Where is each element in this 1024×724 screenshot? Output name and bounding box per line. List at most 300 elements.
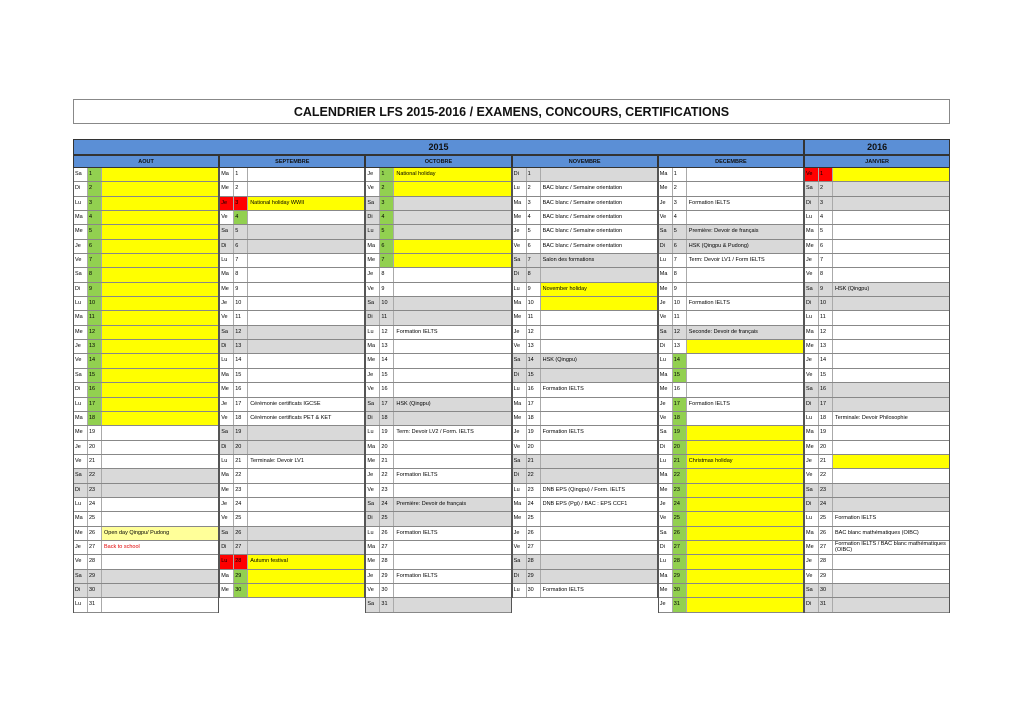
day-row[interactable] xyxy=(220,225,364,239)
day-row[interactable] xyxy=(220,354,364,368)
event-cell[interactable] xyxy=(394,369,510,382)
event-cell[interactable]: BAC blanc / Semaine orientation xyxy=(542,242,623,249)
day-row[interactable] xyxy=(220,527,364,541)
event-cell[interactable] xyxy=(541,311,657,324)
event-cell[interactable] xyxy=(102,268,218,281)
event-cell[interactable] xyxy=(248,225,364,238)
day-row[interactable] xyxy=(805,311,949,325)
event-cell[interactable] xyxy=(394,254,510,267)
event-cell[interactable] xyxy=(687,541,803,554)
day-row[interactable] xyxy=(805,469,949,483)
event-cell[interactable] xyxy=(541,555,657,568)
day-row[interactable] xyxy=(513,584,657,598)
day-row[interactable] xyxy=(513,369,657,383)
day-row[interactable] xyxy=(366,297,510,311)
event-cell[interactable] xyxy=(248,584,364,597)
day-row[interactable] xyxy=(74,527,218,541)
day-row[interactable] xyxy=(366,541,510,555)
day-row[interactable] xyxy=(659,297,803,311)
event-cell[interactable] xyxy=(833,168,949,181)
day-row[interactable] xyxy=(805,240,949,254)
day-row[interactable] xyxy=(366,254,510,268)
day-row[interactable] xyxy=(805,268,949,282)
day-row[interactable] xyxy=(366,182,510,196)
event-cell[interactable]: HSK (Qingpu) xyxy=(835,285,870,292)
day-row[interactable] xyxy=(74,398,218,412)
day-row[interactable] xyxy=(805,555,949,569)
event-cell[interactable]: Terminale: Devoir LV1 xyxy=(250,457,304,464)
event-cell[interactable] xyxy=(541,268,657,281)
event-cell[interactable] xyxy=(102,570,218,583)
day-row[interactable] xyxy=(366,598,510,612)
event-cell[interactable]: Seconde: Devoir de français xyxy=(688,328,758,335)
event-cell[interactable] xyxy=(541,527,657,540)
day-row[interactable] xyxy=(805,383,949,397)
day-row[interactable] xyxy=(74,484,218,498)
event-cell[interactable] xyxy=(248,340,364,353)
day-row[interactable] xyxy=(220,369,364,383)
event-cell[interactable] xyxy=(102,340,218,353)
event-cell[interactable] xyxy=(102,168,218,181)
event-cell[interactable] xyxy=(687,340,803,353)
event-cell[interactable]: HSK (Qingpu) xyxy=(542,357,577,364)
day-row[interactable] xyxy=(74,168,218,182)
event-cell[interactable] xyxy=(248,283,364,296)
day-row[interactable] xyxy=(805,398,949,412)
event-cell[interactable] xyxy=(833,598,949,611)
day-row[interactable] xyxy=(74,326,218,340)
day-row[interactable] xyxy=(659,512,803,526)
day-row[interactable] xyxy=(805,455,949,469)
day-row[interactable] xyxy=(74,211,218,225)
event-cell[interactable] xyxy=(687,354,803,367)
event-cell[interactable] xyxy=(541,512,657,525)
event-cell[interactable] xyxy=(687,283,803,296)
day-row[interactable] xyxy=(220,498,364,512)
event-cell[interactable]: National holiday WWII xyxy=(248,197,364,210)
event-cell[interactable] xyxy=(833,340,949,353)
event-cell[interactable] xyxy=(102,469,218,482)
day-row[interactable] xyxy=(513,340,657,354)
day-row[interactable] xyxy=(659,527,803,541)
event-cell[interactable] xyxy=(833,311,949,324)
day-row[interactable] xyxy=(805,354,949,368)
event-cell[interactable]: Première: Devoir de français xyxy=(396,500,467,507)
day-row[interactable] xyxy=(220,555,364,569)
event-cell[interactable]: Formation IELTS xyxy=(688,300,730,307)
event-cell[interactable] xyxy=(102,426,218,439)
day-row[interactable] xyxy=(74,268,218,282)
event-cell[interactable] xyxy=(248,570,364,583)
day-row[interactable] xyxy=(74,598,218,612)
event-cell[interactable]: Terminale: Devoir Philosophie xyxy=(835,414,908,421)
day-row[interactable] xyxy=(659,398,803,412)
event-cell[interactable] xyxy=(102,383,218,396)
event-cell[interactable] xyxy=(394,225,510,238)
event-cell[interactable] xyxy=(687,211,803,224)
day-row[interactable] xyxy=(74,426,218,440)
day-row[interactable] xyxy=(220,484,364,498)
event-cell[interactable] xyxy=(394,354,510,367)
event-cell[interactable]: Open day Qingpu/ Pudong xyxy=(102,527,218,540)
day-row[interactable] xyxy=(659,426,803,440)
day-row[interactable] xyxy=(366,326,510,340)
day-row[interactable] xyxy=(74,441,218,455)
event-cell[interactable] xyxy=(833,369,949,382)
event-cell[interactable] xyxy=(102,412,218,425)
event-cell[interactable] xyxy=(687,168,803,181)
event-cell[interactable] xyxy=(248,311,364,324)
event-cell[interactable] xyxy=(394,283,510,296)
day-row[interactable] xyxy=(513,211,657,225)
event-cell[interactable]: DNB EPS (Pgi) / BAC : EPS CCF1 xyxy=(542,500,628,507)
day-row[interactable] xyxy=(805,570,949,584)
day-row[interactable] xyxy=(366,168,510,182)
event-cell[interactable]: Cérémonie certificats PET & KET xyxy=(250,414,332,421)
day-row[interactable] xyxy=(513,182,657,196)
day-row[interactable] xyxy=(805,412,949,426)
day-row[interactable] xyxy=(513,469,657,483)
event-cell[interactable]: HSK (Qingpu) xyxy=(396,400,431,407)
event-cell[interactable] xyxy=(687,512,803,525)
event-cell[interactable] xyxy=(102,398,218,411)
event-cell[interactable]: Première: Devoir de français xyxy=(688,228,759,235)
event-cell[interactable] xyxy=(833,398,949,411)
event-cell[interactable] xyxy=(394,297,510,310)
event-cell[interactable] xyxy=(687,441,803,454)
day-row[interactable] xyxy=(74,383,218,397)
day-row[interactable] xyxy=(74,512,218,526)
event-cell[interactable] xyxy=(833,254,949,267)
day-row[interactable] xyxy=(366,225,510,239)
day-row[interactable] xyxy=(366,426,510,440)
event-cell[interactable] xyxy=(833,498,949,511)
event-cell[interactable]: Formation IELTS / BAC blanc mathématiques (OIBC) xyxy=(835,540,946,554)
day-row[interactable] xyxy=(220,297,364,311)
day-row[interactable] xyxy=(220,268,364,282)
event-cell[interactable]: Formation IELTS xyxy=(396,328,438,335)
day-row[interactable] xyxy=(513,254,657,268)
day-row[interactable] xyxy=(366,354,510,368)
day-row[interactable] xyxy=(513,240,657,254)
event-cell[interactable] xyxy=(833,484,949,497)
event-cell[interactable] xyxy=(833,197,949,210)
event-cell[interactable] xyxy=(833,240,949,253)
event-cell[interactable] xyxy=(394,182,510,195)
day-row[interactable] xyxy=(513,412,657,426)
day-row[interactable] xyxy=(366,340,510,354)
day-row[interactable] xyxy=(659,484,803,498)
day-row[interactable] xyxy=(220,383,364,397)
day-row[interactable] xyxy=(513,570,657,584)
day-row[interactable] xyxy=(366,398,510,412)
event-cell[interactable]: Autumn festival xyxy=(248,555,364,568)
day-row[interactable] xyxy=(513,297,657,311)
day-row[interactable] xyxy=(74,354,218,368)
event-cell[interactable] xyxy=(102,326,218,339)
event-cell[interactable] xyxy=(394,197,510,210)
day-row[interactable] xyxy=(366,369,510,383)
day-row[interactable] xyxy=(220,426,364,440)
day-row[interactable] xyxy=(74,541,218,555)
event-cell[interactable] xyxy=(102,182,218,195)
event-cell[interactable] xyxy=(248,326,364,339)
event-cell[interactable] xyxy=(102,254,218,267)
day-row[interactable] xyxy=(74,570,218,584)
day-row[interactable] xyxy=(805,297,949,311)
day-row[interactable] xyxy=(805,254,949,268)
event-cell[interactable] xyxy=(541,369,657,382)
event-cell[interactable] xyxy=(687,383,803,396)
event-cell[interactable]: Term: Devoir LV2 / Form. IELTS xyxy=(396,429,474,436)
event-cell[interactable] xyxy=(687,412,803,425)
event-cell[interactable]: Formation IELTS xyxy=(688,199,730,206)
event-cell[interactable] xyxy=(102,498,218,511)
day-row[interactable] xyxy=(366,441,510,455)
event-cell[interactable] xyxy=(102,197,218,210)
day-row[interactable] xyxy=(366,240,510,254)
event-cell[interactable] xyxy=(248,254,364,267)
event-cell[interactable] xyxy=(394,541,510,554)
event-cell[interactable] xyxy=(248,512,364,525)
event-cell[interactable] xyxy=(394,512,510,525)
event-cell[interactable] xyxy=(248,354,364,367)
event-cell[interactable] xyxy=(687,369,803,382)
event-cell[interactable] xyxy=(248,469,364,482)
event-cell[interactable] xyxy=(541,398,657,411)
event-cell[interactable] xyxy=(687,268,803,281)
day-row[interactable] xyxy=(659,354,803,368)
day-row[interactable] xyxy=(366,383,510,397)
day-row[interactable] xyxy=(513,512,657,526)
event-cell[interactable] xyxy=(248,268,364,281)
event-cell[interactable] xyxy=(394,441,510,454)
day-row[interactable] xyxy=(805,369,949,383)
day-row[interactable] xyxy=(366,412,510,426)
day-row[interactable] xyxy=(220,412,364,426)
day-row[interactable] xyxy=(366,283,510,297)
day-row[interactable] xyxy=(659,441,803,455)
day-row[interactable] xyxy=(805,512,949,526)
day-row[interactable] xyxy=(805,426,949,440)
event-cell[interactable] xyxy=(833,383,949,396)
event-cell[interactable]: Cérémonie certificats IGCSE xyxy=(250,400,321,407)
event-cell[interactable]: Formation IELTS xyxy=(396,472,438,479)
event-cell[interactable]: National holiday xyxy=(394,168,510,181)
event-cell[interactable] xyxy=(102,354,218,367)
event-cell[interactable]: DNB EPS (Qingpu) / Form. IELTS xyxy=(542,486,626,493)
day-row[interactable] xyxy=(366,268,510,282)
day-row[interactable] xyxy=(366,469,510,483)
event-cell[interactable] xyxy=(687,555,803,568)
day-row[interactable] xyxy=(220,512,364,526)
event-cell[interactable] xyxy=(833,441,949,454)
day-row[interactable] xyxy=(366,498,510,512)
day-row[interactable] xyxy=(805,584,949,598)
event-cell[interactable] xyxy=(833,211,949,224)
event-cell[interactable]: Formation IELTS xyxy=(396,572,438,579)
day-row[interactable] xyxy=(513,541,657,555)
event-cell[interactable] xyxy=(248,211,364,224)
event-cell[interactable]: HSK (Qingpu & Pudong) xyxy=(688,242,749,249)
day-row[interactable] xyxy=(220,240,364,254)
day-row[interactable] xyxy=(659,598,803,612)
event-cell[interactable] xyxy=(248,182,364,195)
day-row[interactable] xyxy=(74,340,218,354)
event-cell[interactable]: BAC blanc / Semaine orientation xyxy=(542,214,623,221)
day-row[interactable] xyxy=(74,555,218,569)
day-row[interactable] xyxy=(805,211,949,225)
event-cell[interactable]: Salon des formations xyxy=(542,257,595,264)
event-cell[interactable]: Formation IELTS xyxy=(542,386,584,393)
day-row[interactable] xyxy=(659,469,803,483)
event-cell[interactable] xyxy=(833,426,949,439)
day-row[interactable] xyxy=(74,197,218,211)
event-cell[interactable] xyxy=(248,441,364,454)
day-row[interactable] xyxy=(659,340,803,354)
day-row[interactable] xyxy=(805,541,949,555)
event-cell[interactable]: Formation IELTS xyxy=(835,515,877,522)
day-row[interactable] xyxy=(659,498,803,512)
event-cell[interactable] xyxy=(102,512,218,525)
event-cell[interactable] xyxy=(102,584,218,597)
day-row[interactable] xyxy=(805,225,949,239)
event-cell[interactable] xyxy=(541,412,657,425)
event-cell[interactable] xyxy=(248,369,364,382)
day-row[interactable] xyxy=(366,197,510,211)
day-row[interactable] xyxy=(513,326,657,340)
day-row[interactable] xyxy=(220,541,364,555)
event-cell[interactable] xyxy=(394,340,510,353)
day-row[interactable] xyxy=(366,584,510,598)
day-row[interactable] xyxy=(74,498,218,512)
event-cell[interactable] xyxy=(833,326,949,339)
event-cell[interactable] xyxy=(833,297,949,310)
event-cell[interactable] xyxy=(833,555,949,568)
day-row[interactable] xyxy=(659,283,803,297)
day-row[interactable] xyxy=(220,455,364,469)
event-cell[interactable] xyxy=(541,340,657,353)
day-row[interactable] xyxy=(220,340,364,354)
day-row[interactable] xyxy=(659,168,803,182)
day-row[interactable] xyxy=(220,182,364,196)
event-cell[interactable]: BAC blanc / Semaine orientation xyxy=(542,228,623,235)
event-cell[interactable] xyxy=(248,240,364,253)
event-cell[interactable]: November holiday xyxy=(541,283,657,296)
day-row[interactable] xyxy=(513,398,657,412)
event-cell[interactable] xyxy=(541,469,657,482)
event-cell[interactable] xyxy=(394,211,510,224)
day-row[interactable] xyxy=(805,326,949,340)
event-cell[interactable] xyxy=(248,498,364,511)
day-row[interactable] xyxy=(805,498,949,512)
day-row[interactable] xyxy=(659,240,803,254)
day-row[interactable] xyxy=(74,297,218,311)
event-cell[interactable] xyxy=(102,369,218,382)
day-row[interactable] xyxy=(366,527,510,541)
day-row[interactable] xyxy=(659,455,803,469)
day-row[interactable] xyxy=(220,570,364,584)
day-row[interactable] xyxy=(513,311,657,325)
day-row[interactable] xyxy=(805,182,949,196)
event-cell[interactable] xyxy=(687,469,803,482)
event-cell[interactable] xyxy=(248,527,364,540)
day-row[interactable] xyxy=(659,555,803,569)
event-cell[interactable] xyxy=(687,598,803,611)
day-row[interactable] xyxy=(513,455,657,469)
day-row[interactable] xyxy=(805,441,949,455)
event-cell[interactable] xyxy=(833,182,949,195)
day-row[interactable] xyxy=(74,369,218,383)
event-cell[interactable] xyxy=(102,297,218,310)
day-row[interactable] xyxy=(220,254,364,268)
day-row[interactable] xyxy=(74,182,218,196)
day-row[interactable] xyxy=(805,197,949,211)
event-cell[interactable] xyxy=(687,584,803,597)
event-cell[interactable] xyxy=(833,455,949,468)
day-row[interactable] xyxy=(659,254,803,268)
day-row[interactable] xyxy=(220,283,364,297)
event-cell[interactable] xyxy=(833,268,949,281)
event-cell[interactable] xyxy=(102,555,218,568)
day-row[interactable] xyxy=(805,598,949,612)
day-row[interactable] xyxy=(366,311,510,325)
day-row[interactable] xyxy=(513,225,657,239)
day-row[interactable] xyxy=(513,484,657,498)
event-cell[interactable] xyxy=(687,570,803,583)
event-cell[interactable] xyxy=(687,182,803,195)
event-cell[interactable] xyxy=(102,225,218,238)
event-cell[interactable] xyxy=(394,455,510,468)
event-cell[interactable] xyxy=(102,598,218,611)
day-row[interactable] xyxy=(513,268,657,282)
day-row[interactable] xyxy=(74,240,218,254)
event-cell[interactable] xyxy=(541,441,657,454)
event-cell[interactable] xyxy=(687,527,803,540)
event-cell[interactable] xyxy=(102,455,218,468)
event-cell[interactable] xyxy=(687,426,803,439)
day-row[interactable] xyxy=(659,225,803,239)
event-cell[interactable]: Formation IELTS xyxy=(688,400,730,407)
day-row[interactable] xyxy=(805,283,949,297)
day-row[interactable] xyxy=(805,168,949,182)
day-row[interactable] xyxy=(220,197,364,211)
event-cell[interactable] xyxy=(248,426,364,439)
day-row[interactable] xyxy=(220,441,364,455)
day-row[interactable] xyxy=(513,383,657,397)
day-row[interactable] xyxy=(74,283,218,297)
event-cell[interactable] xyxy=(248,383,364,396)
event-cell[interactable]: Formation IELTS xyxy=(542,429,584,436)
day-row[interactable] xyxy=(659,412,803,426)
day-row[interactable] xyxy=(513,354,657,368)
day-row[interactable] xyxy=(659,326,803,340)
day-row[interactable] xyxy=(74,584,218,598)
day-row[interactable] xyxy=(513,197,657,211)
event-cell[interactable]: BAC blanc / Semaine orientation xyxy=(542,185,623,192)
day-row[interactable] xyxy=(659,369,803,383)
day-row[interactable] xyxy=(366,211,510,225)
event-cell[interactable] xyxy=(541,455,657,468)
day-row[interactable] xyxy=(805,527,949,541)
day-row[interactable] xyxy=(659,182,803,196)
event-cell[interactable] xyxy=(394,598,510,611)
event-cell[interactable] xyxy=(833,570,949,583)
day-row[interactable] xyxy=(513,527,657,541)
event-cell[interactable] xyxy=(102,283,218,296)
day-row[interactable] xyxy=(513,441,657,455)
event-cell[interactable]: Term: Devoir LV1 / Form IELTS xyxy=(688,257,765,264)
